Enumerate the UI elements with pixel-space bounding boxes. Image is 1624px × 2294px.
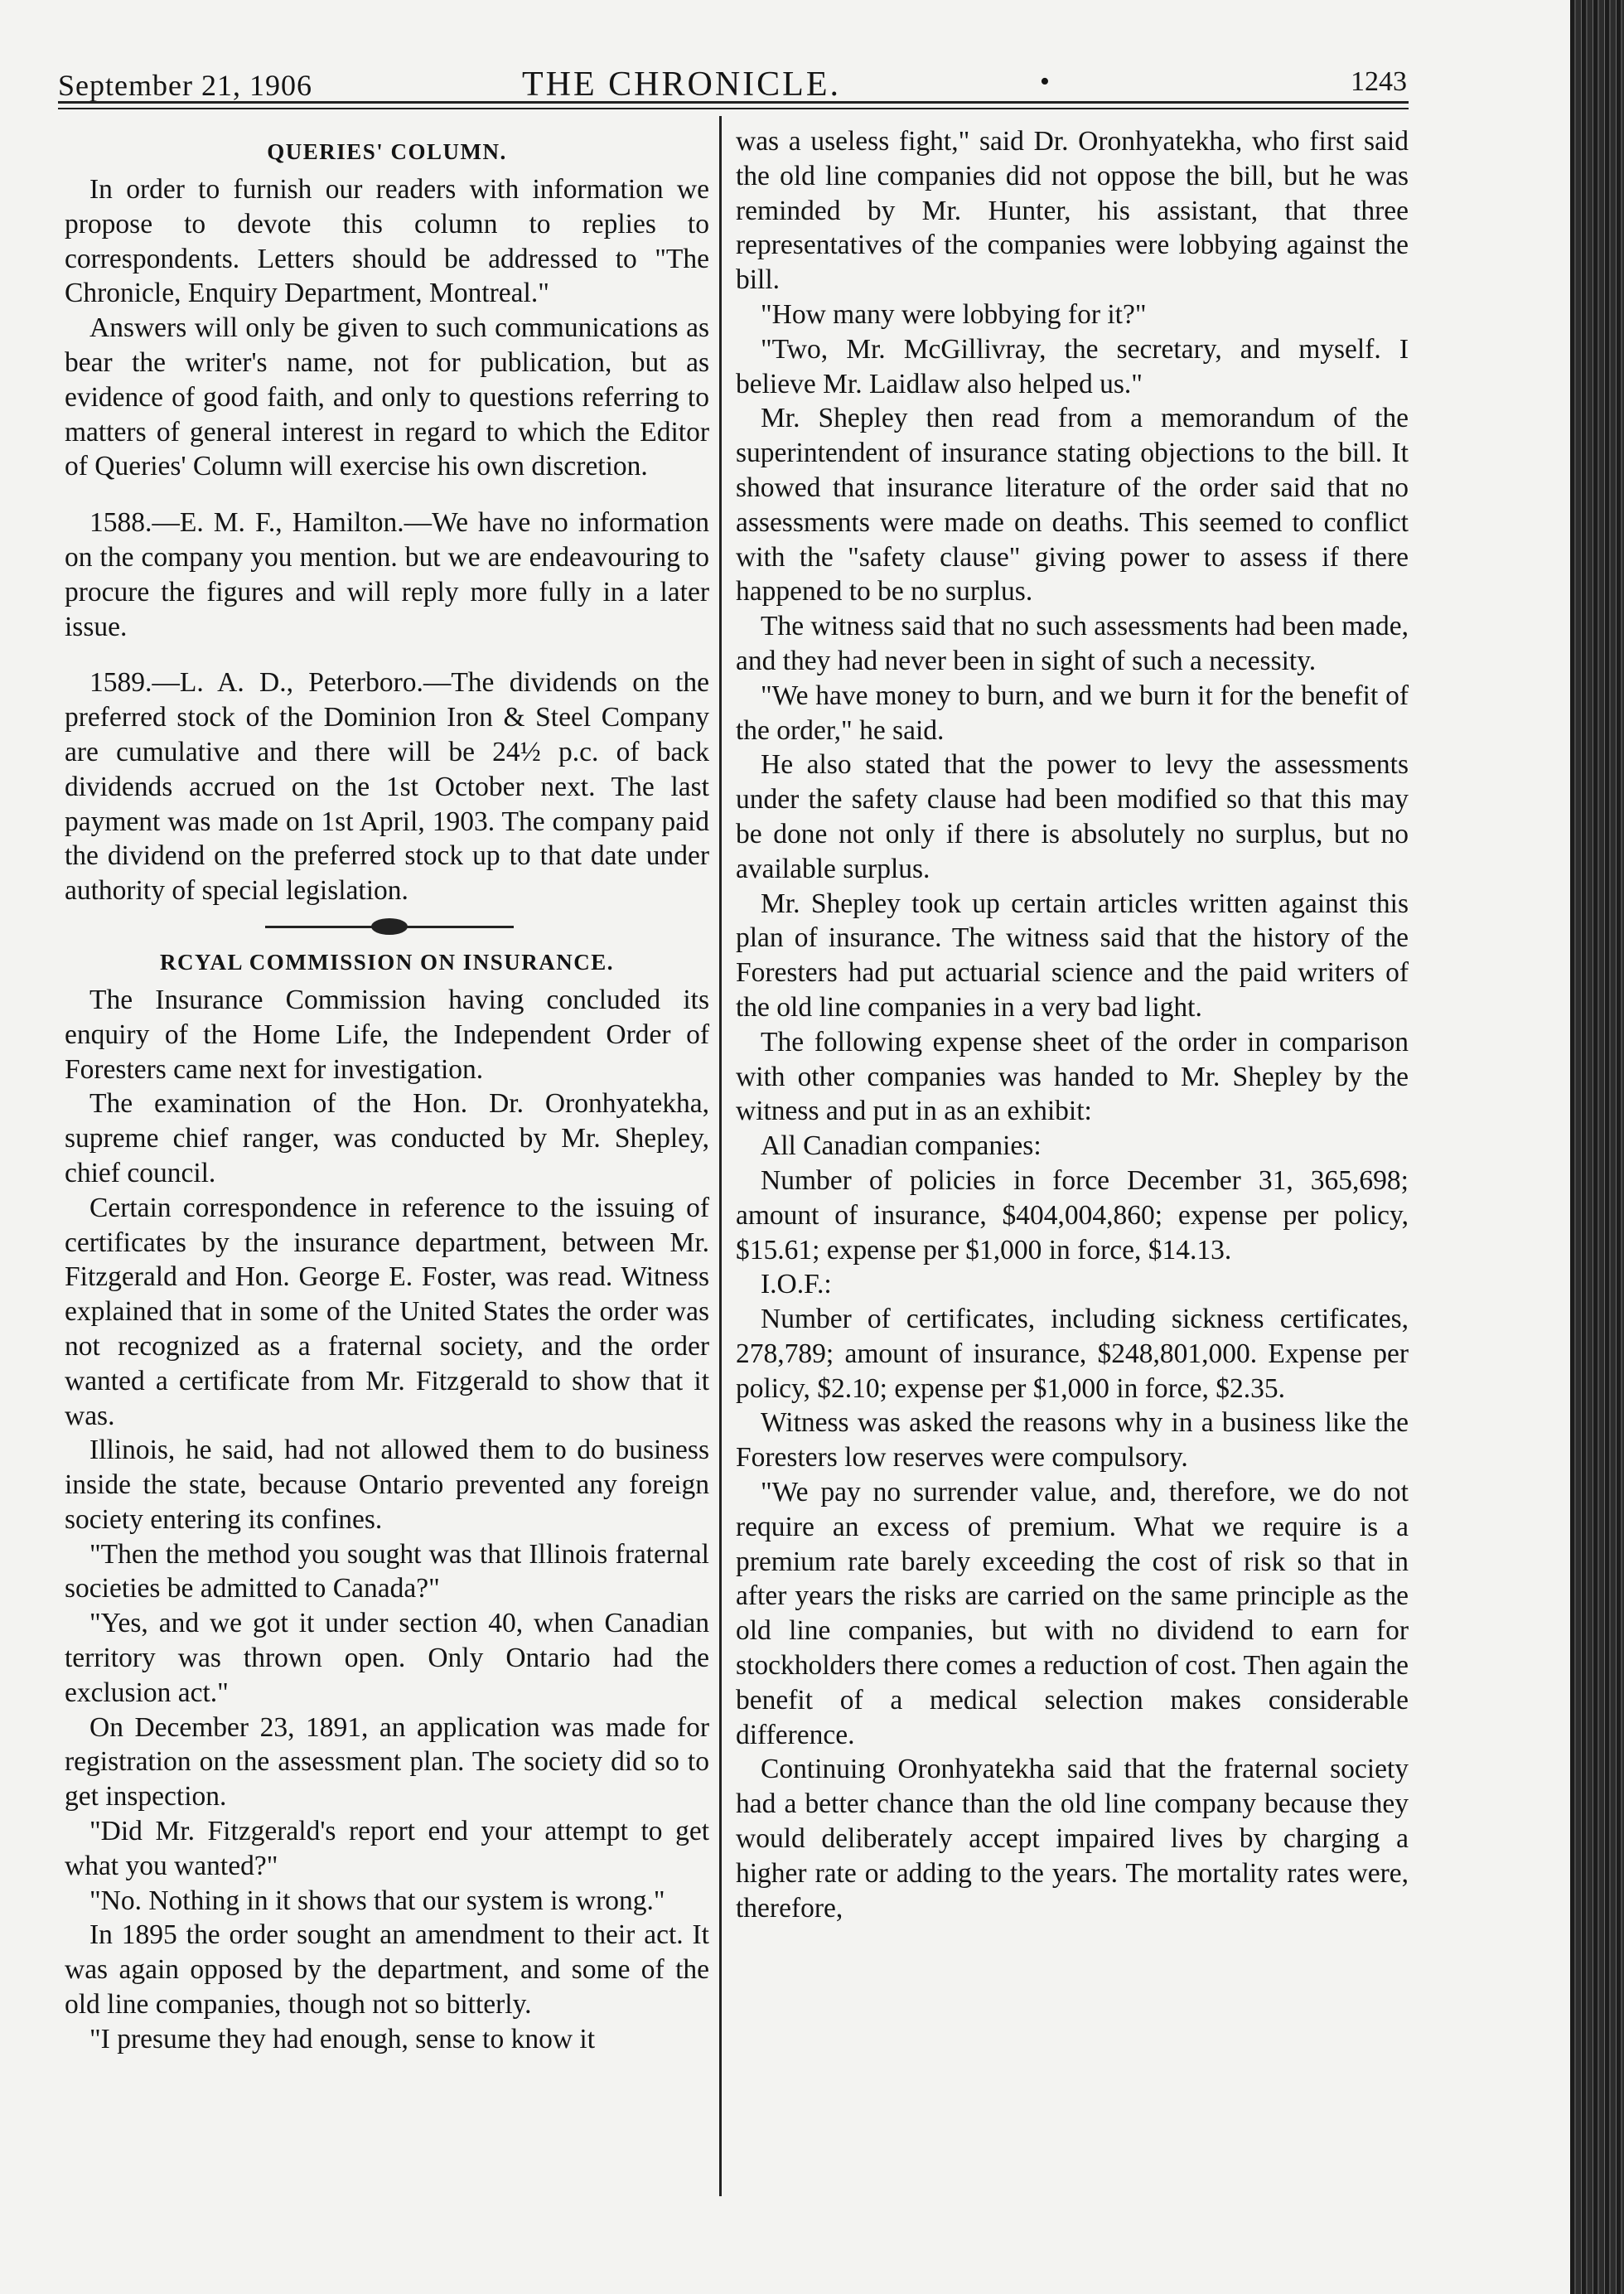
exhibit-label: I.O.F.:	[761, 1269, 832, 1300]
issue-date: September 21, 1906	[58, 69, 312, 102]
article-paragraph: In 1895 the order sought an amendment to their act. It was again opposed by the department, and some of the old line companies, though not so bitterly.	[65, 1919, 709, 2021]
exhibit-figures: Number of certificates, including sickness certificates, 278,789; amount of insurance, $248,801,000. Expense per policy, $2.10; expense per $1,000 in force, $2.35.	[736, 1304, 1409, 1404]
header-rule	[58, 108, 1409, 109]
left-column	[65, 124, 709, 2057]
article-paragraph: "We have money to burn, and we burn it for the benefit of the order," he said.	[736, 680, 1409, 746]
article-paragraph: The Insurance Commission having concluded its enquiry of the Home Life, the Independent Order of Foresters came next for investigation.	[65, 984, 709, 1085]
page-number: 1243	[1351, 66, 1407, 97]
article-paragraph: Certain correspondence in reference to the issuing of certificates by the insurance department, between Mr. Fitzgerald and Hon. George E. Foster, was read. Witness explained that in some of the United States the order was not recognized as a fraternal society, and the order wanted a certificate from Mr. Fitzgerald to show that it was.	[65, 1192, 709, 1431]
article-paragraph: "No. Nothing in it shows that our system is wrong."	[89, 1885, 665, 1916]
column-divider	[719, 116, 722, 2196]
masthead-title: THE CHRONICLE.	[522, 65, 841, 104]
section-ornament	[65, 912, 709, 948]
article-paragraph: "Yes, and we got it under section 40, when Canadian territory was thrown open. Only Ontario had the exclusion act."	[65, 1608, 709, 1708]
article-paragraph: The following expense sheet of the order in comparison with other companies was handed to Mr. Shepley by the witness and put in as an exhibit:	[736, 1026, 1409, 1127]
article-paragraph: "Then the method you sought was that Illinois fraternal societies be admitted to Canada?"	[65, 1538, 709, 1604]
book-binding-edge	[1570, 0, 1624, 2294]
article-paragraph: The witness said that no such assessments had been made, and they had never been in sight of such a necessity.	[736, 611, 1409, 676]
article-paragraph: was a useless fight," said Dr. Oronhyatekha, who first said the old line companies did not oppose the bill, but he was reminded by Mr. Hunter, his assistant, that three representatives of the companies were lobbying against the bill.	[736, 126, 1409, 296]
article-paragraph: Continuing Oronhyatekha said that the fraternal society had a better chance than the old line company because they would deliberately accept impaired lives by charging a higher rate or adding to the years. The mortality rates were, therefore,	[736, 1754, 1409, 1924]
article-paragraph: On December 23, 1891, an application was made for registration on the assessment plan. The society did so to get inspection.	[65, 1711, 709, 1812]
article-paragraph: Mr. Shepley took up certain articles written against this plan of insurance. The witness said that the history of the Foresters had put actuarial science and the paid writers of the old line companies in a very bad light.	[736, 888, 1409, 1023]
article-paragraph: "Two, Mr. McGillivray, the secretary, and myself. I believe Mr. Laidlaw also helped us."	[736, 333, 1409, 399]
query-reply: 1589.—L. A. D., Peterboro.—The dividends on the preferred stock of the Dominion Iron & Steel Company are cumulative and there will be 24½ p.c. of back dividends accrued on the 1st October next. The last payment was made on 1st April, 1903. The company paid the dividend on the preferred stock up to that date under authority of special legislation.	[65, 667, 709, 907]
right-column	[736, 124, 1409, 1925]
header-rule	[58, 101, 1409, 104]
article-paragraph: "We pay no surrender value, and, therefore, we do not require an excess of premium. What we require is a premium rate barely exceeding the cost of risk so that in after years the risks are carried on the same principle as the old line companies, but with no dividend to earn for stockholders there comes a reduction of cost. Then again the benefit of a medical selection makes considerable difference.	[736, 1477, 1409, 1750]
article-paragraph: "How many were lobbying for it?"	[761, 298, 1147, 330]
article-paragraph: Illinois, he said, had not allowed them to do business inside the state, because Ontario prevented any foreign society entering its confines.	[65, 1435, 709, 1535]
article-paragraph: He also stated that the power to levy the assessments under the safety clause had been modified so that this may be done not only if there is absolutely no surplus, but no available surplus.	[736, 749, 1409, 884]
article-paragraph: "Did Mr. Fitzgerald's report end your attempt to get what you wanted?"	[65, 1816, 709, 1881]
queries-intro-paragraph: Answers will only be given to such communications as bear the writer's name, not for publication, but as evidence of good faith, and only to questions referring to matters of general interest in regard to which the Editor of Queries' Column will exercise his own discretion.	[65, 312, 709, 482]
queries-heading: QUERIES' COLUMN.	[267, 139, 507, 164]
article-paragraph: The examination of the Hon. Dr. Oronhyatekha, supreme chief ranger, was conducted by Mr. Shepley, chief council.	[65, 1088, 709, 1188]
exhibit-figures: Number of policies in force December 31, 365,698; amount of insurance, $404,004,860; expense per policy, $15.61; expense per $1,000 in force, $14.13.	[736, 1164, 1409, 1266]
article-paragraph: Mr. Shepley then read from a memorandum of the superintendent of insurance stating objections to the bill. It showed that insurance literature of the order said that no assessments were made on deaths. This seemed to conflict with the "safety clause" giving power to assess if there happened to be no surplus.	[736, 403, 1409, 607]
queries-intro-paragraph: In order to furnish our readers with information we propose to devote this column to replies to correspondents. Letters should be addressed to "The Chronicle, Enquiry Department, Montreal."	[65, 174, 709, 309]
royal-commission-heading: RCYAL COMMISSION ON INSURANCE.	[159, 949, 615, 975]
article-paragraph: "I presume they had enough, sense to know it	[89, 2023, 596, 2054]
article-paragraph: Witness was asked the reasons why in a business like the Foresters low reserves were compulsory.	[736, 1407, 1409, 1474]
page-header	[58, 33, 1409, 104]
exhibit-label: All Canadian companies:	[761, 1130, 1042, 1162]
query-reply: 1588.—E. M. F., Hamilton.—We have no information on the company you mention. but we are endeavouring to procure the figures and will reply more fully in a later issue.	[65, 507, 709, 642]
stray-mark: •	[1040, 66, 1050, 97]
